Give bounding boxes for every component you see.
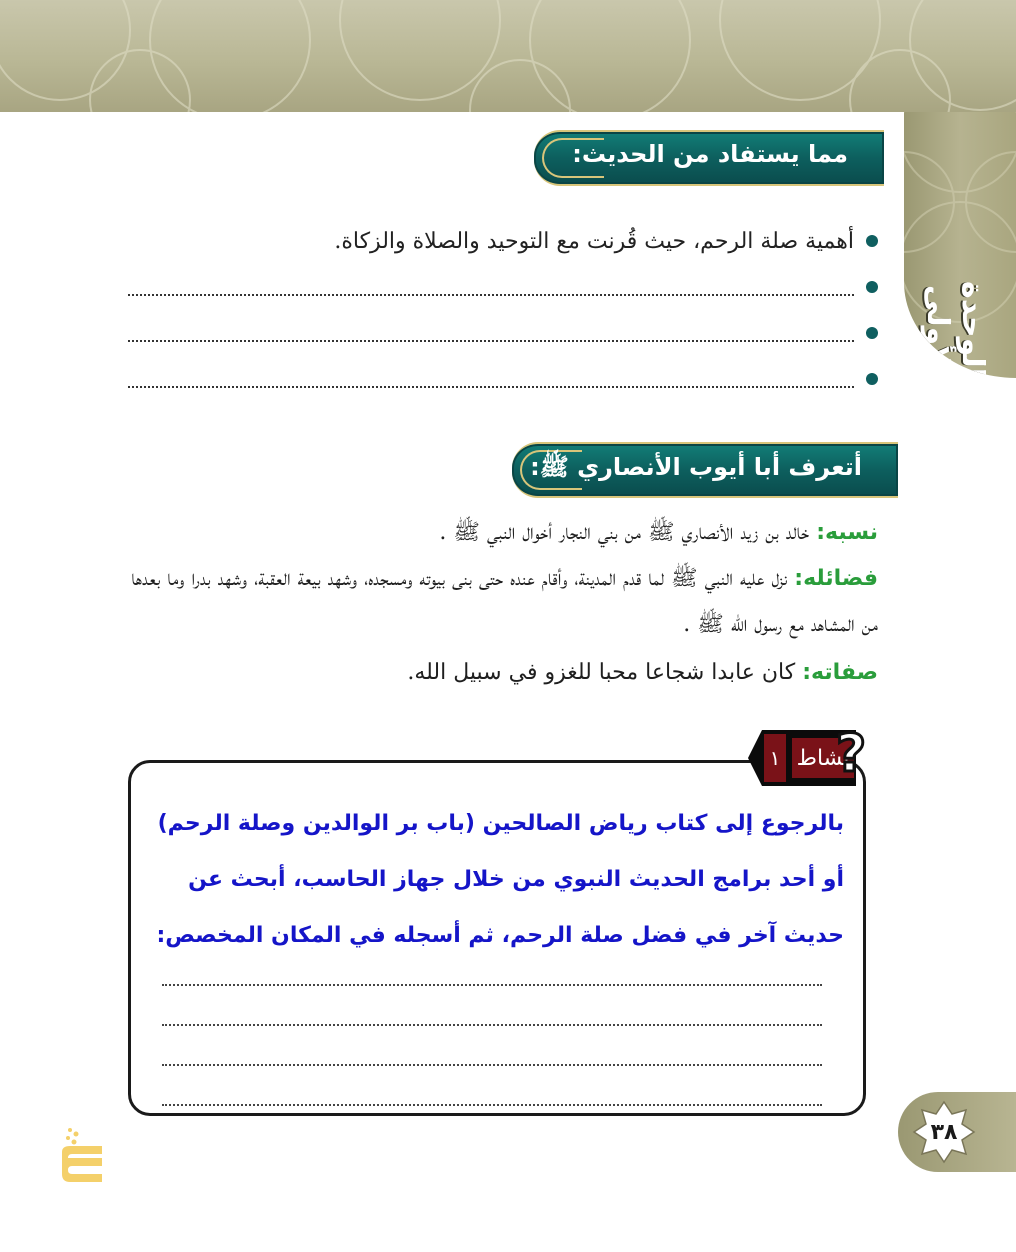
bullet-icon xyxy=(866,281,878,293)
activity-label: نشاط xyxy=(792,738,854,778)
answer-line[interactable] xyxy=(128,318,854,342)
benefits-list xyxy=(128,218,878,402)
answer-line[interactable] xyxy=(128,364,854,388)
list-item xyxy=(128,310,878,356)
answer-line[interactable] xyxy=(162,986,822,1026)
list-item xyxy=(128,356,878,402)
nasab-paragraph xyxy=(108,510,878,556)
fadail-text: نزل عليه النبي ﷺ لما قدم المدينة، وأقام عنده حتى بنى بيوته ومسجده، وشهد بيعة العقبة، وشهد بدرا وما بعدها من المشاهد مع رسول الله ﷺ . xyxy=(131,566,878,637)
bullet-icon xyxy=(866,327,878,339)
section-title: أتعرف أبا أيوب الأنصاري ﷺ: xyxy=(530,453,862,481)
sifat-text: كان عابدا شجاعا محبا للغزو في سبيل الله. xyxy=(407,660,796,685)
sifat-paragraph xyxy=(108,650,878,696)
list-item xyxy=(128,218,878,264)
page-number-badge xyxy=(898,1092,1016,1172)
list-item xyxy=(128,264,878,310)
answer-line[interactable] xyxy=(162,946,822,986)
unit-side-tab xyxy=(904,112,1016,378)
bullet-icon xyxy=(866,373,878,385)
activity-number: ١ xyxy=(764,734,786,782)
page-number: ٣٨ xyxy=(930,1119,958,1145)
activity-instructions: بالرجوع إلى كتاب رياض الصالحين (باب بر الوالدين وصلة الرحم) أو أحد برامج الحديث النبوي من خلال جهاز الحاسب، أبحث عن حديث آخر في فضل صلة الرحم، ثم أسجله في المكان المخصص: xyxy=(156,811,844,948)
activity-answer-lines xyxy=(162,946,822,1106)
sifat-label: صفاته: xyxy=(802,660,878,685)
islamic-pattern-decoration xyxy=(0,0,1016,112)
answer-line[interactable] xyxy=(162,1066,822,1106)
answer-line[interactable] xyxy=(128,272,854,296)
bullet-icon xyxy=(866,235,878,247)
section-title: مما يستفاد من الحديث: xyxy=(572,140,848,168)
top-decorative-band xyxy=(0,0,1016,112)
question-mark-icon: ? xyxy=(836,724,867,784)
unit-title: الوحدة الأولى xyxy=(920,280,990,378)
fadail-paragraph xyxy=(108,556,878,648)
answer-line[interactable] xyxy=(162,1026,822,1066)
section-header-benefits xyxy=(534,130,884,186)
activity-tag xyxy=(748,724,867,786)
publisher-logo-icon xyxy=(56,1124,108,1190)
nasab-label: نسبه: xyxy=(816,520,878,545)
section-header-abu-ayyub xyxy=(512,442,898,498)
list-item-text: أهمية صلة الرحم، حيث قُرنت مع التوحيد والصلاة والزكاة. xyxy=(334,228,854,254)
nasab-text: خالد بن زيد الأنصاري ﷺ من بني النجار أخوال النبي ﷺ . xyxy=(439,520,810,545)
fadail-label: فضائله: xyxy=(794,566,878,591)
